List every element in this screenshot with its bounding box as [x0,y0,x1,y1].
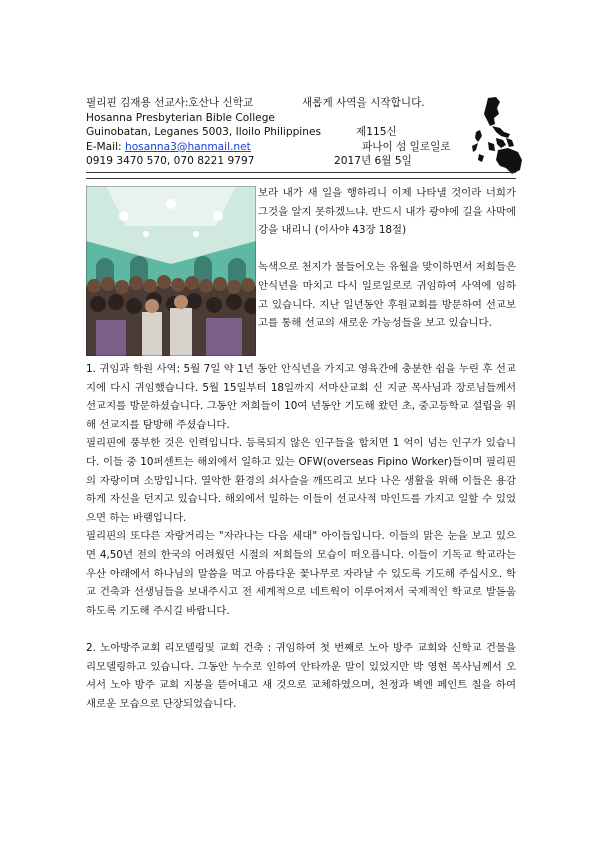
email-link[interactable]: hosanna3@hanmail.net [124,140,251,153]
workforce-paragraph: 필리핀에 풍부한 것은 인력입니다. 등록되지 않은 인구들을 합치면 1 억이 넘는 인구가 있습니다. 이들 중 10퍼센트는 해외에서 일하고 있는 OFW(overseas Fipino Worker)들이며 필리핀의 자랑이며 소망입니다. 열악한 환경의 쇠사슬을 깨뜨리고 보다 나은 생활을 위해 이들은 용감하게 자신을 던지고 있습니다. 해외에서 일하는 이들이 선교사적 마인드를 가지고 일할 수 있었으면 하는 바램입니다. [86,437,516,524]
philippines-map-icon [470,96,528,176]
subject-line: 새롭게 사역을 시작합니다. [302,97,425,109]
church-remodeling-paragraph: 2. 노아방주교회 리모델링및 교회 건축 : 귀임하여 첫 번째로 노아 방주 교회와 신학교 건물을 리모델링하고 있습니다. 그동안 누수로 인하여 안타까운 말이 있었지만 박 영현 목사님께서 오셔서 노아 방주 교회 지붕을 뜯어내고 새 것으로 교체하였으며, 천정과 벽엔 페인트 칠을 하여 새로운 모습으로 단장되었습니다. [86,641,516,710]
location: 파나이 섬 일로일로 [362,140,451,153]
intro-section [258,184,516,333]
email-label: E-Mail: [86,140,122,153]
paragraph-gap [86,620,516,639]
phone: 0919 3470 570, 070 8221 9797 [86,155,255,167]
greeting-paragraph: 녹색으로 천지가 물들어오는 유월을 맞이하면서 저희들은 안식년을 마치고 다시 일로일로로 귀임하여 사역에 임하고 있습니다. 지난 일년동안 후원교회를 방문하여 선교보고를 통해 선교의 새로운 가능성들을 보고 있습니다. [258,261,516,330]
next-generation-paragraph: 필리핀의 또다른 자랑거리는 "자라나는 다음 세대" 아이들입니다. 이들의 맑은 눈을 보고 있으면 4,50년 전의 한국의 어려웠던 시절의 저희들의 모습이 떠오릅니다. 이들이 기독교 학교라는 우산 아래에서 하나님의 말씀을 먹고 아름다운 꽃나무로 자라날 수 있도록 기도해 주십시오. 학교 건축과 선생님들을 보내주시고 전 세계적으로 네트웍이 이루어져서 국제적인 학교로 발돋움하도록 기도해 주시길 바랍니다. [86,530,516,617]
college-name: Hosanna Presbyterian Bible College [86,111,275,124]
letter-date: 2017년 6월 5일 [334,155,412,167]
letter-number: 제115신 [356,126,397,138]
address: Guinobatan, Leganes 5003, Iloilo Philippines [86,126,321,138]
ministry-return-paragraph: 1. 귀임과 학원 사역: 5월 7일 약 1년 동안 안식년을 가지고 영육간에 충분한 쉼을 누린 후 선교지에 다시 귀임했습니다. 5월 15일부터 18일까지 서마산교회 신 지균 목사님과 장로님들께서 선교지를 방문하셨습니다. 그동안 저희들이 10여 년동안 기도해 왔던 초, 중고등학교 설립을 위해 선교지를 탐방해 주셨습니다. [86,363,516,431]
header-divider [86,172,516,179]
church-gathering-photo [86,186,256,356]
scripture-verse: 보라 내가 새 일을 행하리니 이제 나타낼 것이라 너희가 그것을 알지 못하겠느냐. 반드시 내가 광야에 길을 사막에 강을 내리니 (이사야 43장 18절) [258,187,516,237]
sender-line: 필리핀 김재용 선교사:호산나 신학교 [86,97,254,109]
letter-header [86,96,516,171]
letter-body [86,360,516,713]
email-line [86,140,251,156]
